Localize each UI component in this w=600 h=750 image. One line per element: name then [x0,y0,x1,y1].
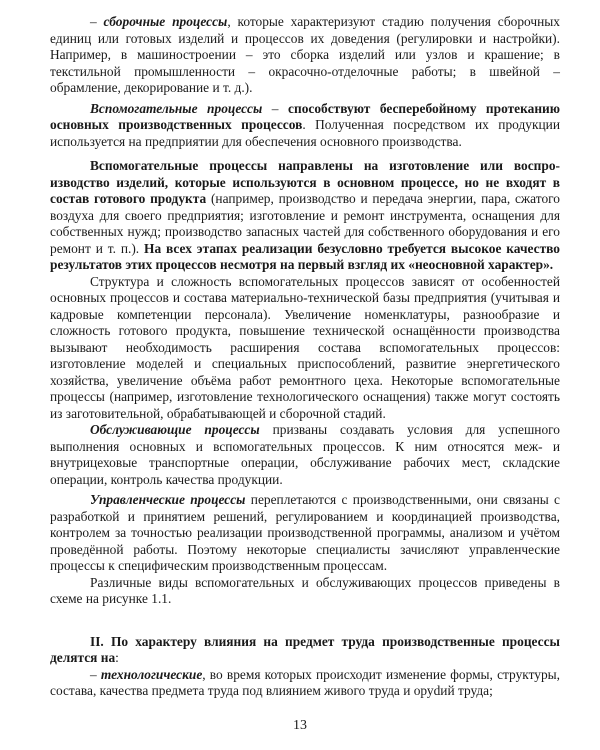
text-run: Управленческие процессы [90,492,246,507]
paragraph-technological [50,667,560,700]
paragraph-structure-complexity [50,274,560,423]
paragraph-service-processes [50,422,560,488]
text-run: переплетаются с производственными, они связаны с разработкой и принятием решений, регулированием и координацией производства, контролем за точностью реализации производственной программы, анализом и учётом проведённой работы. Поэтому некоторые специалисты зачисляют управленческие процессы к специфическим производственным процессам. [50,492,560,573]
page-number: 13 [293,718,307,733]
section-heading-impact [50,634,560,667]
text-run: Вспомогательные процессы [90,100,263,116]
text-run: , которые характеризуют стадию получения сборочных единиц или готовых изделий и процессов их доведения (регулировки и настройки). Например, в машиностроении – это сборка изделий или узлов и крашение; в текстильной промышленности – окрасочно-отделочные работы; в швейной – обрамление, декорирование и т. д.). [50,14,560,95]
text-run: Структура и сложность вспомогательных процессов зависят от особенностей основных процессов и состава материально-технической базы предприятия (учитывая и кадровые компетенции персонала). Увеличение номенклатуры, разнообразие и сложность готового продукта, повышение технической оснащённости производства вызывают необходимость расширения состава вспомогательных процессов: изготовление моделей и специальных приспособлений, развитие энергетического хозяйства, увеличение объёма работ ремонтного цеха. Некоторые вспомогательные процессы (например, изготовление технологического оснащения) также могут состоять из заготовительной, обрабатывающей и сборочной стадий. [50,273,560,421]
paragraph-auxiliary-processes [50,101,560,151]
paragraph-assembly-processes [50,14,560,97]
text-run: сборочные процессы [103,14,228,29]
paragraph-figure-reference [50,575,560,608]
text-run: Обслуживающие процессы [90,422,260,437]
text-run: Различные виды вспомогательных и обслуживающих процессов приведены в схеме на рисунке 1.1. [50,574,560,606]
text-run: – [90,666,101,682]
body-text [50,14,560,700]
text-run: технологические [100,666,203,682]
text-run: II. По характеру влияния на предмет труда производственные процессы делятся на [50,633,560,665]
text-run: – [90,14,104,29]
text-run: , во время которых происходит изменение формы, структуры, состава, качества предмета труда под влиянием живого труда и оруdий труда; [50,666,560,698]
text-run: призваны создавать условия для успешного выполнения основных и вспомогательных процессов. К ним относятся меж- и внутрицеховые транспортные операции, обслуживание рабочих мест, складские операции, контроль качества продукции. [50,422,561,487]
text-run: . Полученная посредством их продукции используется на предприятии для обеспечения основного производства. [50,117,560,149]
text-run: : [115,650,119,665]
text-run: Вспомогательные процессы направлены на изготовление или воспроизводство изделий, которые используются в основном процессе, но не входят в состав готового продукта [50,158,560,206]
text-run: На всех этапах реализации безусловно требуется высокое качество результатов этих процессов несмотря на первый взгляд их «неосновной характер». [50,240,560,272]
text-run: (например, производство и передача энергии, пара, сжатого воздуха для своего предприятия; изготовление и ремонт инструмента, оснащения для собственных нужд; производство запасных частей для собственного оборудования и его ремонт и т. п.). [50,191,560,256]
text-run: способствуют бесперебойному протеканию основных производственных процессов [50,100,560,132]
paragraph-auxiliary-purpose [50,158,560,274]
paragraph-management-processes [50,492,560,575]
text-run: – [262,100,289,116]
